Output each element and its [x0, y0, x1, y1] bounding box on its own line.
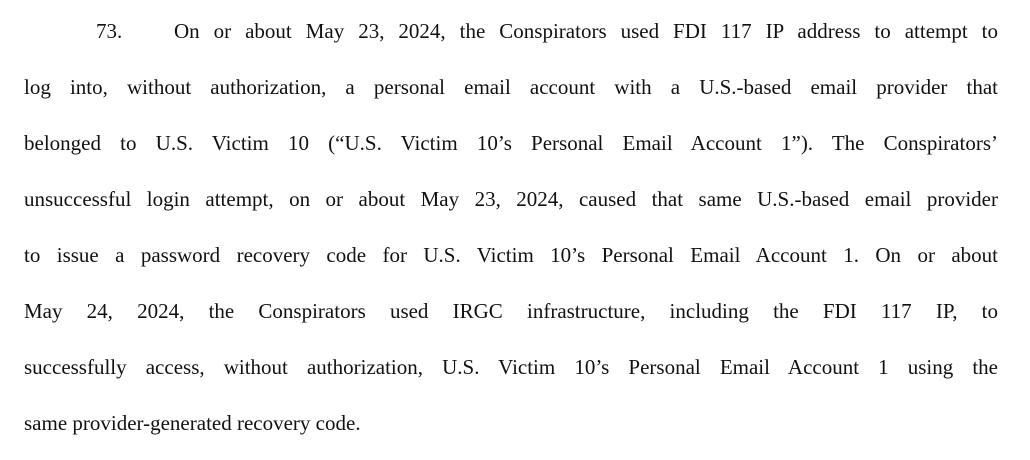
- paragraph-line-1: [24, 12, 998, 68]
- paragraph-line-4: unsuccessful login attempt, on or about May 23, 2024, caused that same U.S.-based email provider: [24, 187, 998, 211]
- paragraph-73: [24, 12, 998, 460]
- paragraph-line-6: May 24, 2024, the Conspirators used IRGC infrastructure, including the FDI 117 IP, to: [24, 299, 998, 323]
- paragraph-line-1-text: On or about May 23, 2024, the Conspirators used FDI 117 IP address to attempt to: [174, 19, 998, 43]
- paragraph-line-7: successfully access, without authorization, U.S. Victim 10’s Personal Email Account 1 using the: [24, 355, 998, 379]
- paragraph-line-3: belonged to U.S. Victim 10 (“U.S. Victim 10’s Personal Email Account 1”). The Conspirators’: [24, 131, 998, 155]
- paragraph-line-2: log into, without authorization, a personal email account with a U.S.-based email provider that: [24, 75, 998, 99]
- paragraph-line-8: same provider-generated recovery code.: [24, 411, 361, 435]
- paragraph-number: 73.: [96, 19, 123, 43]
- paragraph-line-5: to issue a password recovery code for U.S. Victim 10’s Personal Email Account 1. On or about: [24, 243, 998, 267]
